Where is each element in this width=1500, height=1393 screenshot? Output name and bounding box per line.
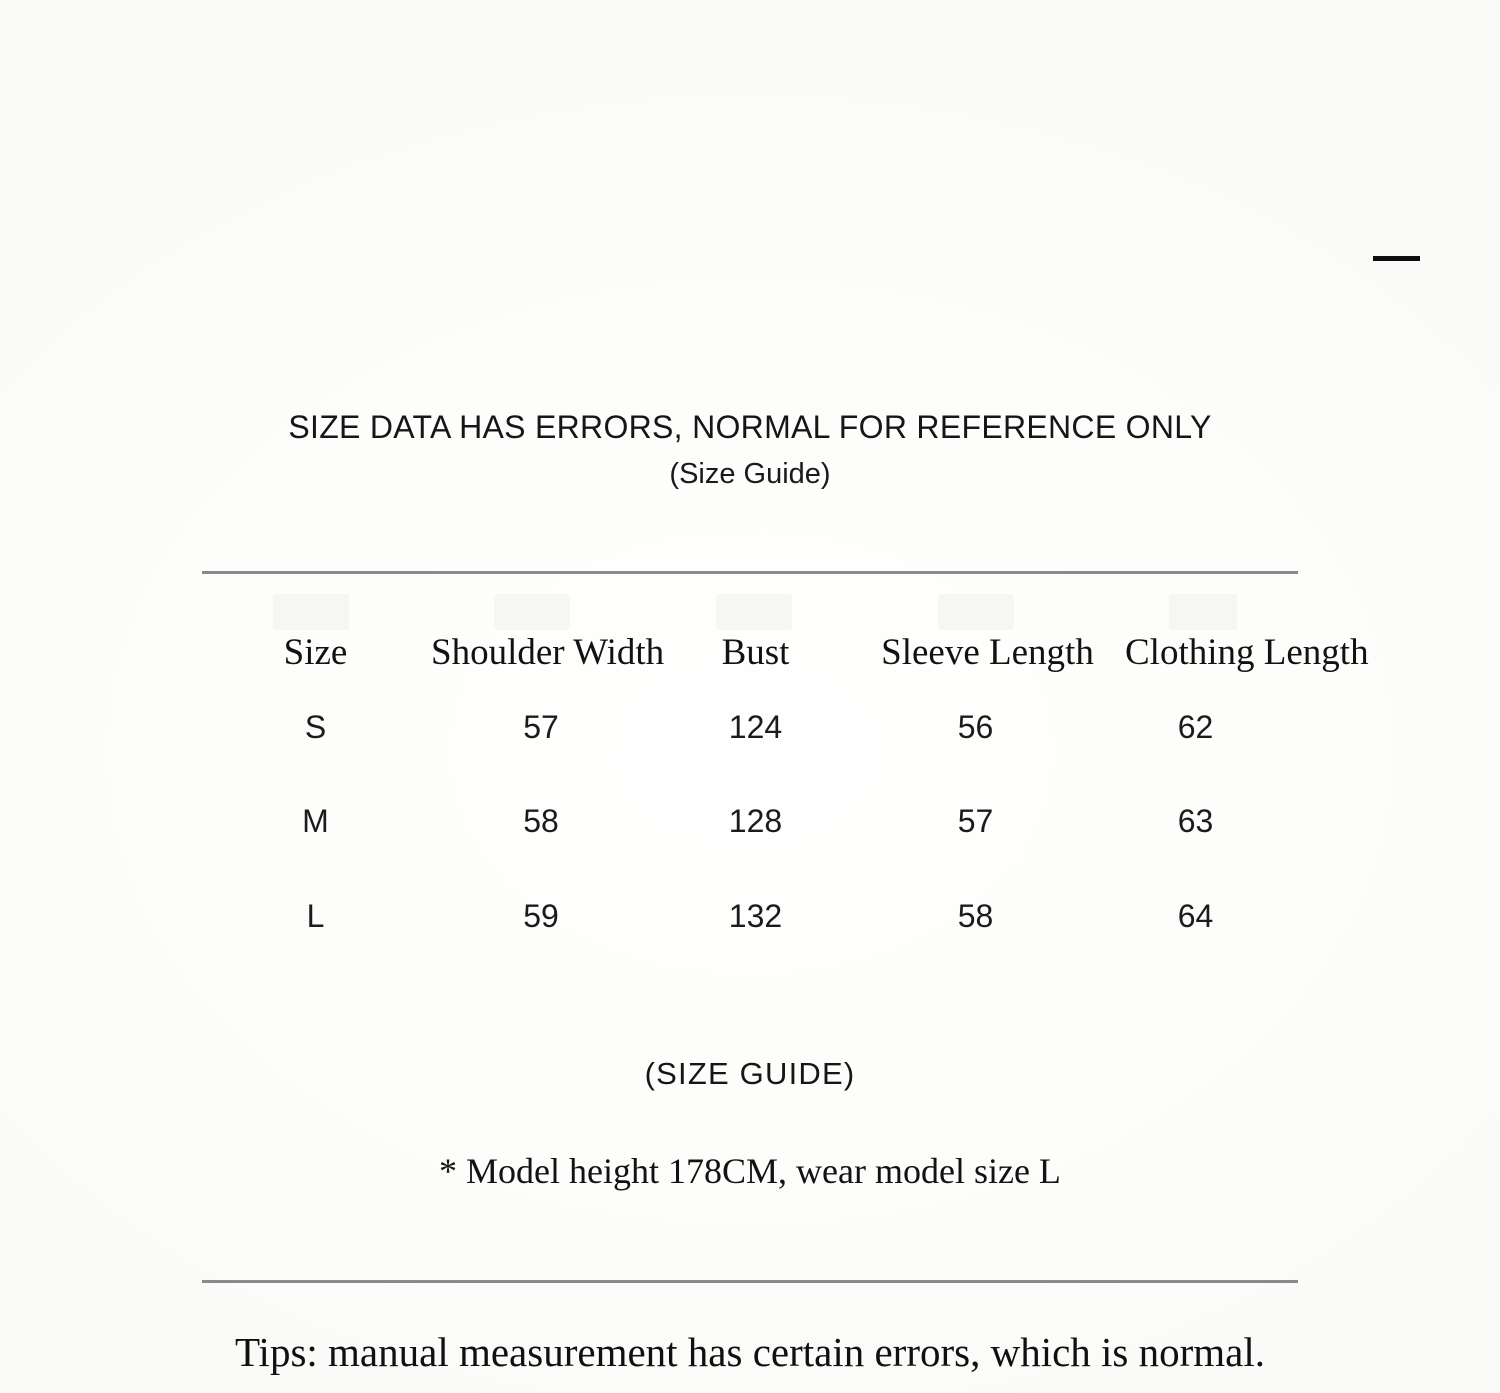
cell-size: S [304, 708, 327, 745]
cell-clothing-length: 63 [1177, 802, 1214, 839]
measurement-tips: Tips: manual measurement has certain errors, which is normal. [234, 1329, 1266, 1375]
dash-icon [1373, 256, 1420, 261]
page-title: SIZE DATA HAS ERRORS, NORMAL FOR REFERENCE ONLY [288, 409, 1212, 445]
size-guide-caption: (SIZE GUIDE) [644, 1056, 856, 1091]
cell-shoulder-width: 58 [523, 802, 559, 839]
table-row-size-l [200, 894, 1300, 938]
column-header-clothing-length: Clothing Length [1125, 631, 1369, 673]
column-header-bust: Bust [721, 631, 790, 673]
cell-sleeve-length: 58 [957, 897, 994, 934]
table-row-size-s [200, 705, 1300, 749]
cell-bust: 124 [728, 708, 783, 745]
top-divider [202, 571, 1298, 574]
cell-shoulder-width: 59 [523, 897, 559, 934]
column-header-shoulder-width: Shoulder Width [431, 631, 665, 673]
cell-sleeve-length: 57 [957, 802, 994, 839]
watermark-ghost [273, 594, 349, 630]
column-header-sleeve-length: Sleeve Length [881, 631, 1094, 673]
cell-size: M [302, 802, 329, 839]
watermark-ghost [494, 594, 570, 630]
page-subtitle: (Size Guide) [669, 458, 831, 490]
cell-shoulder-width: 57 [523, 708, 559, 745]
cell-sleeve-length: 56 [957, 708, 994, 745]
cell-clothing-length: 64 [1177, 897, 1214, 934]
cell-clothing-length: 62 [1177, 708, 1214, 745]
watermark-ghost [938, 594, 1014, 630]
table-row-size-m [200, 799, 1300, 843]
size-table-header-row [200, 630, 1369, 674]
model-height-note: * Model height 178CM, wear model size L [439, 1151, 1061, 1191]
cell-bust: 128 [728, 802, 783, 839]
cell-bust: 132 [728, 897, 783, 934]
cell-size: L [306, 897, 325, 934]
bottom-divider [202, 1280, 1298, 1283]
watermark-ghost [1169, 594, 1237, 630]
watermark-ghost [716, 594, 792, 630]
column-header-size: Size [283, 631, 348, 673]
